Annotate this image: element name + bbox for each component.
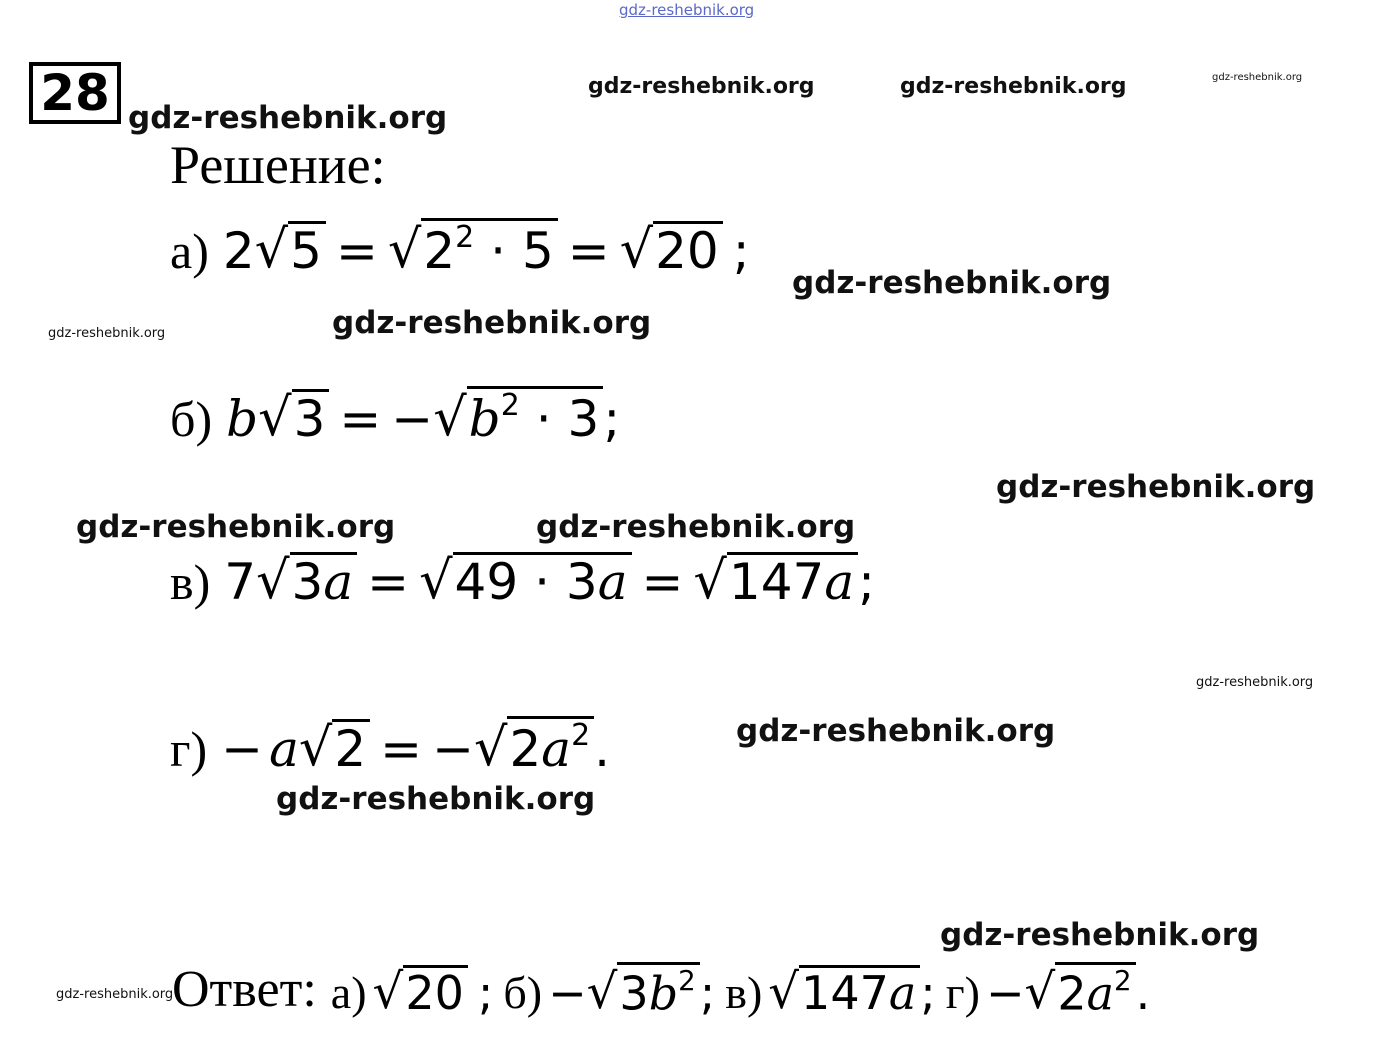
- answer-g-label: г): [945, 967, 980, 1019]
- sqrt-147a: √ 147a: [693, 552, 858, 607]
- problem-number: 28: [29, 62, 121, 124]
- part-a-coef: 2: [222, 222, 255, 280]
- exponent: 2: [571, 718, 591, 753]
- sqrt-2sq-5: √ $2^2 \cdot 5$: [388, 218, 558, 276]
- radicand-num: 3: [619, 966, 649, 1021]
- semicolon: ;: [477, 966, 494, 1021]
- answer-a-sqrt: √ 20: [373, 965, 468, 1016]
- part-v: [170, 549, 875, 611]
- period: .: [594, 720, 611, 778]
- watermark: gdz-reshebnik.org: [128, 100, 448, 136]
- watermark: gdz-reshebnik.org: [900, 74, 1127, 99]
- watermark: gdz-reshebnik.org: [276, 781, 596, 817]
- radicand-tail-num: 3: [565, 553, 598, 611]
- minus: −: [221, 720, 264, 778]
- watermark: gdz-reshebnik.org: [48, 326, 166, 341]
- sqrt-2asq: √ $2a^2$: [474, 716, 594, 774]
- watermark: gdz-reshebnik.org: [332, 305, 652, 341]
- semicolon: ;: [699, 966, 716, 1021]
- dot: ·: [490, 222, 507, 280]
- answer-a-label: а): [330, 967, 367, 1019]
- part-v-label: в): [170, 554, 211, 610]
- sqrt-3a: √ 3a: [256, 552, 357, 607]
- watermark: gdz-reshebnik.org: [536, 509, 856, 545]
- radicand-var: a: [1086, 966, 1115, 1021]
- watermark: gdz-reshebnik.org: [792, 265, 1112, 301]
- minus: −: [432, 720, 474, 778]
- watermark-top: gdz-reshebnik.org: [619, 1, 755, 19]
- radicand-num: 2: [509, 720, 542, 778]
- sqrt-49-3a: √ 49 · 3a: [419, 552, 631, 607]
- exponent: 2: [1114, 964, 1132, 997]
- part-g-coef: a: [269, 720, 299, 778]
- semicolon: ;: [858, 553, 875, 611]
- equals: =: [367, 553, 410, 611]
- radicand-var: a: [541, 720, 572, 778]
- period: .: [1135, 966, 1151, 1021]
- semicolon: ;: [732, 222, 750, 280]
- watermark: gdz-reshebnik.org: [1212, 72, 1303, 83]
- part-g: [170, 716, 611, 778]
- radicand-num: 49: [454, 553, 519, 611]
- radicand: 3: [292, 389, 330, 444]
- equals: =: [380, 720, 423, 778]
- sqrt-3: √ 3: [258, 389, 329, 444]
- watermark: gdz-reshebnik.org: [940, 917, 1260, 953]
- part-b-label: б): [170, 391, 213, 447]
- part-a: [170, 218, 750, 280]
- watermark: gdz-reshebnik.org: [56, 987, 174, 1002]
- radicand-num: 3: [291, 553, 324, 611]
- sqrt-5: √ 5: [255, 221, 326, 276]
- radicand-var: a: [888, 966, 917, 1021]
- exponent: 2: [455, 220, 475, 255]
- exponent: 2: [500, 388, 520, 423]
- watermark: gdz-reshebnik.org: [996, 469, 1316, 505]
- radicand: 5: [288, 221, 326, 276]
- answer-b-label: б): [503, 967, 543, 1019]
- semicolon: ;: [920, 966, 936, 1021]
- watermark: gdz-reshebnik.org: [1196, 675, 1314, 690]
- answer-line: [172, 961, 1151, 1021]
- radicand-var: a: [824, 553, 855, 611]
- radicand-num: 147: [801, 966, 889, 1021]
- radicand: 20: [403, 965, 468, 1016]
- sqrt-2: √ 2: [299, 719, 370, 774]
- radicand-var: b: [468, 390, 501, 448]
- answer-v-sqrt: √ 147a: [768, 965, 920, 1016]
- watermark: gdz-reshebnik.org: [736, 713, 1056, 749]
- radicand: 20: [653, 221, 723, 276]
- exponent: 2: [678, 964, 696, 997]
- dot: ·: [534, 553, 550, 611]
- radicand-tail: 5: [521, 222, 554, 280]
- radicand-var: a: [323, 553, 354, 611]
- equals: =: [339, 390, 382, 448]
- radicand-var: b: [648, 966, 679, 1021]
- part-b: [170, 386, 621, 448]
- part-b-coef: b: [226, 390, 259, 448]
- part-a-label: а): [170, 223, 209, 279]
- minus: −: [548, 966, 587, 1021]
- sqrt-bsq-3: √ $b^2 \cdot 3$: [433, 386, 603, 444]
- solution-heading: Решение:: [170, 135, 386, 195]
- dot: ·: [535, 390, 552, 448]
- semicolon: ;: [603, 390, 621, 448]
- radicand: 2: [332, 719, 370, 774]
- equals: =: [567, 222, 610, 280]
- sqrt-20: √ 20: [620, 221, 723, 276]
- radicand-tail-var: a: [597, 553, 628, 611]
- radicand-tail: 3: [567, 390, 600, 448]
- minus: −: [391, 390, 434, 448]
- part-g-label: г): [170, 721, 208, 777]
- answer-v-label: в): [725, 967, 763, 1019]
- answer-g-sqrt: √ $2a^2$: [1025, 962, 1136, 1016]
- answer-b-sqrt: √ $3b^2$: [587, 962, 700, 1016]
- radicand-base: 2: [423, 222, 456, 280]
- watermark: gdz-reshebnik.org: [588, 74, 815, 99]
- equals: =: [335, 222, 378, 280]
- part-v-coef: 7: [224, 553, 257, 611]
- radicand-num: 147: [728, 553, 825, 611]
- answer-label: Ответ:: [172, 961, 317, 1019]
- minus: −: [985, 966, 1025, 1021]
- equals: =: [641, 553, 684, 611]
- watermark: gdz-reshebnik.org: [76, 509, 396, 545]
- radicand-num: 2: [1057, 966, 1087, 1021]
